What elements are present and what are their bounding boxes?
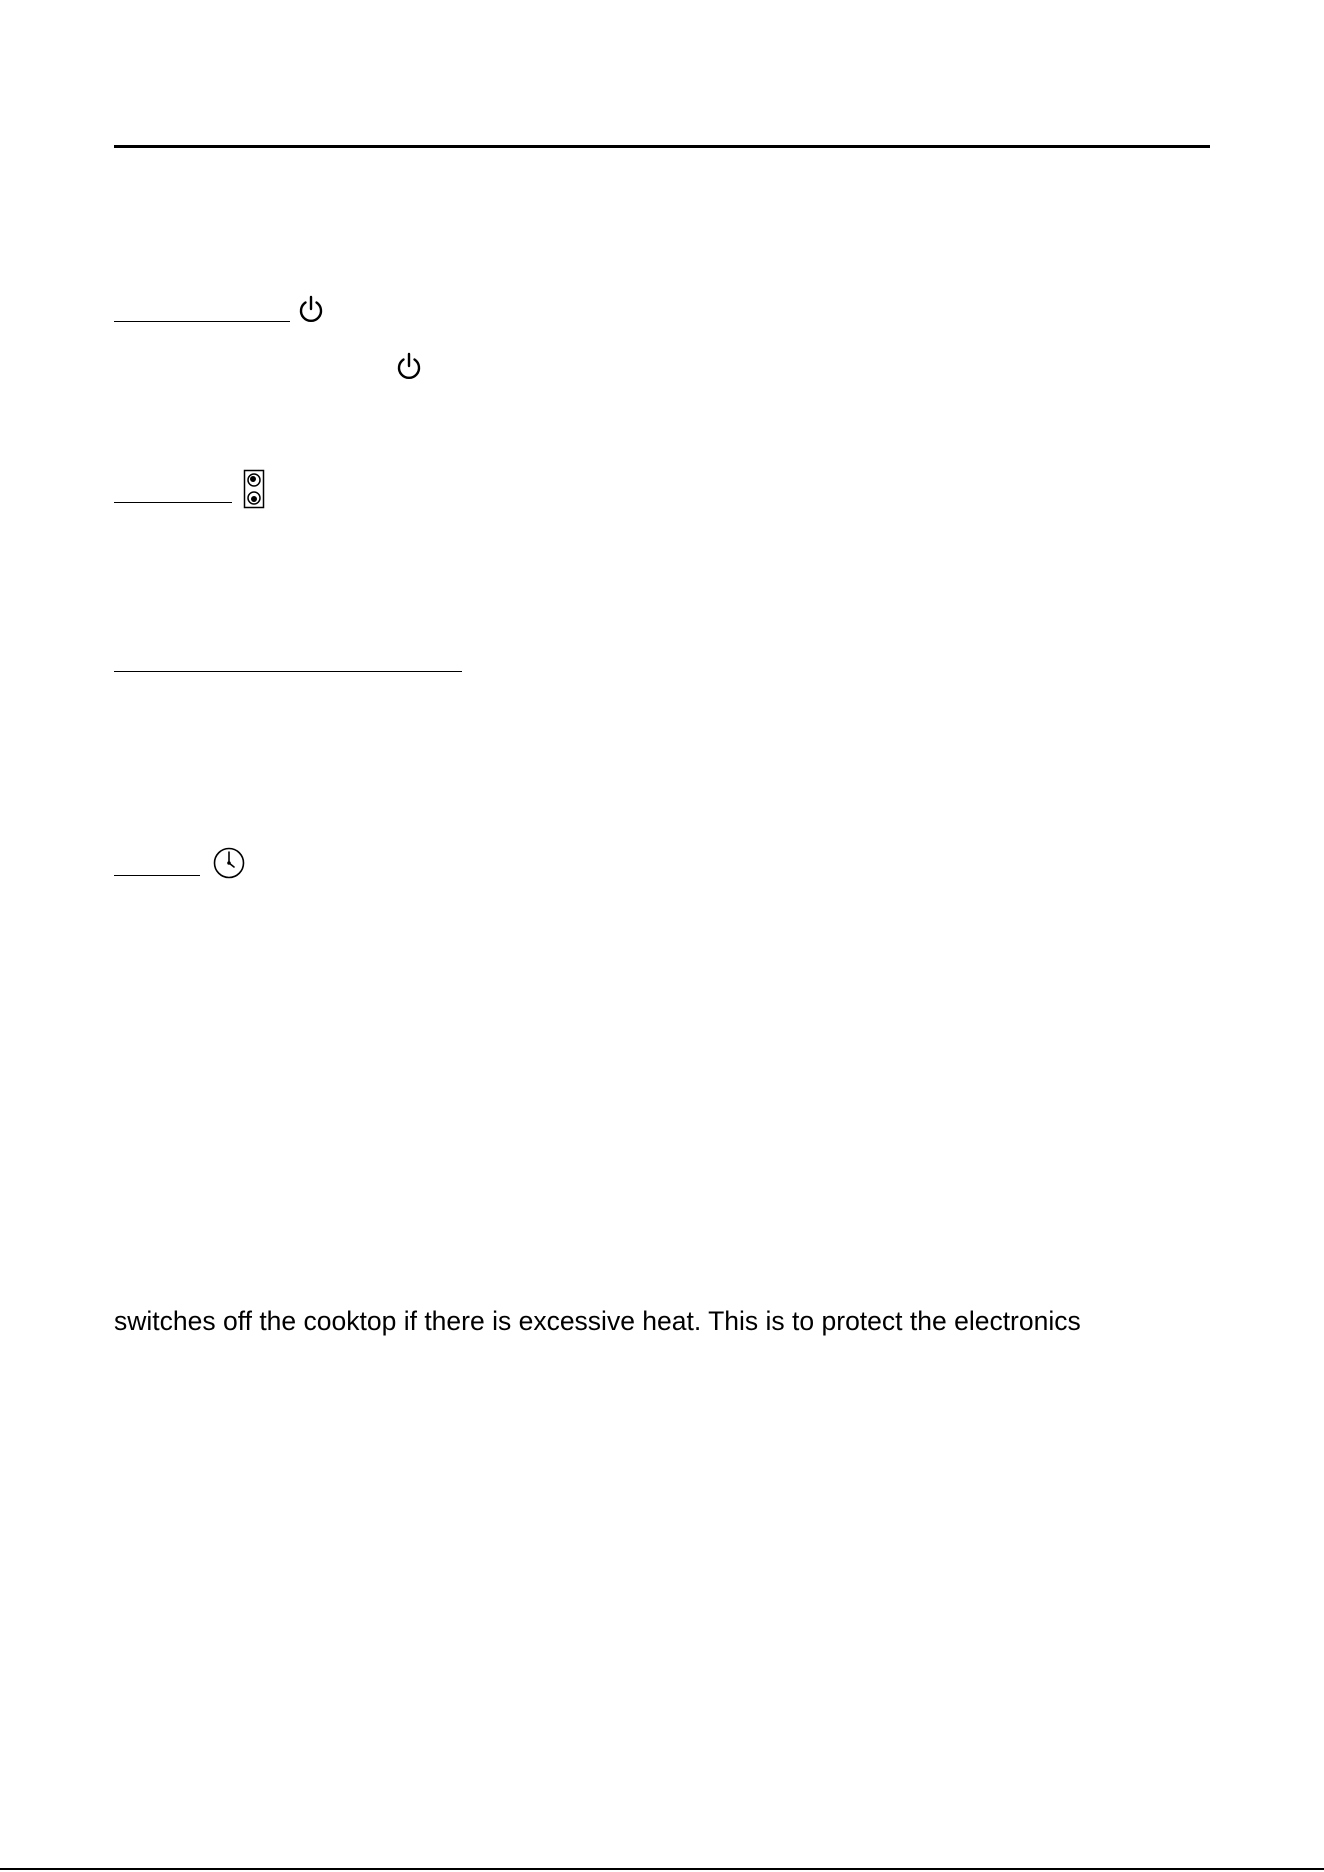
power-icon bbox=[297, 294, 325, 324]
section-heading-4-underline bbox=[114, 875, 200, 876]
section-heading-1-underline bbox=[114, 321, 290, 322]
power-icon bbox=[395, 351, 423, 381]
footer-rule bbox=[0, 1868, 1324, 1870]
dual-zone-icon bbox=[243, 469, 265, 509]
body-text-line: switches off the cooktop if there is excessive heat. This is to protect the electronics bbox=[114, 1306, 1081, 1336]
header-rule bbox=[114, 145, 1210, 148]
section-heading-3-underline bbox=[114, 671, 462, 672]
section-heading-2-underline bbox=[114, 502, 232, 503]
timer-clock-icon bbox=[212, 846, 246, 880]
